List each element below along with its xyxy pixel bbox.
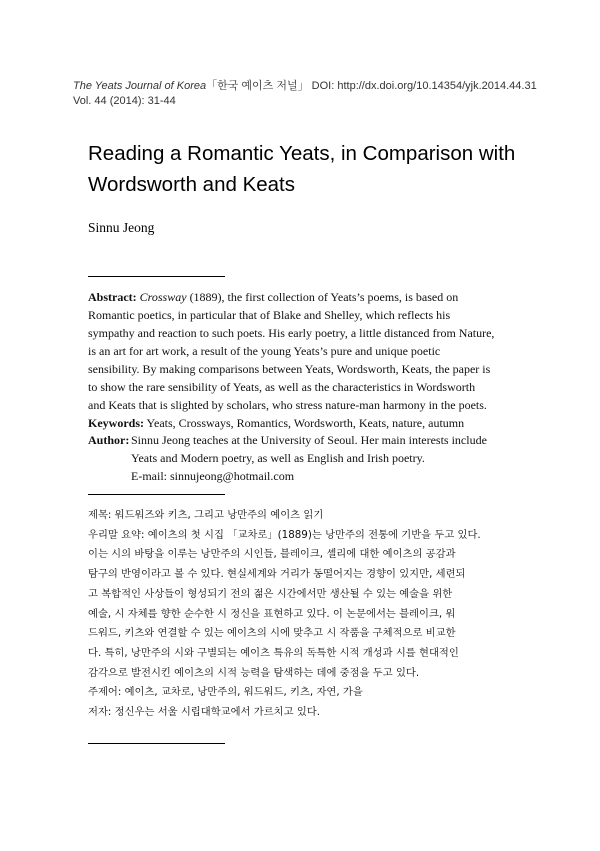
korean-summary-line: 감각으로 발전시킨 예이츠의 시적 능력을 탐색하는 데에 중점을 두고 있다. [88,666,420,679]
author-name: Sinnu Jeong [88,220,155,235]
journal-citation-line [73,79,543,94]
author-bio-line: Sinnu Jeong teaches at the University of Seoul. Her main interests include [131,433,487,447]
title-line: Reading a Romantic Yeats, in Comparison with [88,142,516,165]
abstract-line: Abstract: Crossway (1889), the first collection of Yeats’s poems, is based on [88,290,459,304]
author-email: E-mail: sinnujeong@hotmail.com [131,469,295,483]
abstract-line: is an art for art work, a result of the young Yeats’s pure and unique poetic [88,344,441,358]
korean-summary-line: 이는 시의 바탕을 이루는 낭만주의 시인들, 블레이크, 셸리에 대한 예이츠의 공감과 [88,548,456,561]
korean-summary-line: 고 복합적인 사상들이 형성되기 전의 젊은 시간에서만 생산될 수 있는 예술을 위한 [88,587,453,600]
korean-summary-line: 예술, 시 자체를 향한 순수한 시 정신을 표현하고 있다. 이 논문에서는 블레이크, 워 [88,607,456,620]
abstract-line: and Keats that is slighted by scholars, who stress nature-man harmony in the poets. [88,398,487,412]
korean-summary-line: 다. 특히, 낭만주의 시와 구별되는 예이츠 특유의 독특한 시적 개성과 시를 현대적인 [88,646,459,659]
abstract-line: to show the rare sensibility of Yeats, as well as the characteristics in Wordsworth [88,380,476,394]
korean-summary-line: 우리말 요약: 예이츠의 첫 시집 「교차로」(1889)는 낭만주의 전통에 기반을 두고 있다. [88,528,481,541]
korean-author: 저자: 정신우는 서울 시립대학교에서 가르치고 있다. [88,706,320,719]
divider [88,276,225,277]
author-bio-body [131,431,505,485]
divider [88,494,225,495]
author-bio-line: Yeats and Modern poetry, as well as English and Irish poetry. [131,451,425,465]
journal-header [73,79,543,109]
abstract-line: Romantic poetics, in particular that of Blake and Shelley, which reflects his [88,308,451,322]
abstract-section [88,288,505,414]
work-title: Crossway [139,290,187,304]
korean-summary-line: 드워드, 키츠와 연결할 수 있는 예이츠의 시에 맞추고 시 작품을 구체적으로 비교한 [88,627,456,640]
volume-info: Vol. 44 (2014): 31-44 [73,95,176,107]
korean-title: 제목: 워드워즈와 키츠, 그리고 낭만주의 예이츠 읽기 [88,509,324,521]
abstract-line: sensibility. By making comparisons between Yeats, Wordsworth, Keats, the paper is [88,362,491,376]
doi-link[interactable]: DOI: http://dx.doi.org/10.14354/yjk.2014.44.31 [311,80,537,92]
keywords-text: Yeats, Crossways, Romantics, Wordsworth, Keats, nature, autumn [144,416,465,430]
abstract-label: Abstract: [88,290,137,304]
divider [88,743,225,744]
author-label: Author: [88,433,130,447]
title-line: Wordsworth and Keats [88,173,296,196]
paper-title [88,138,528,200]
keywords-label: Keywords: [88,416,144,430]
keywords-line [88,414,505,432]
korean-summary-line: 탐구의 반영이라고 볼 수 있다. 현실세계와 거리가 동떨어지는 경향이 있지만, 세련되 [88,568,466,581]
journal-name: The Yeats Journal of Korea [73,80,207,92]
korean-summary [88,506,505,723]
korean-keywords: 주제어: 예이츠, 교차로, 낭만주의, 워드워드, 키츠, 자연, 가을 [88,686,363,699]
abstract-line: sympathy and reaction to such poets. His early poetry, a little distanced from Nature, [88,326,495,340]
journal-name-korean: 「한국 예이츠 저널」 [206,80,309,92]
